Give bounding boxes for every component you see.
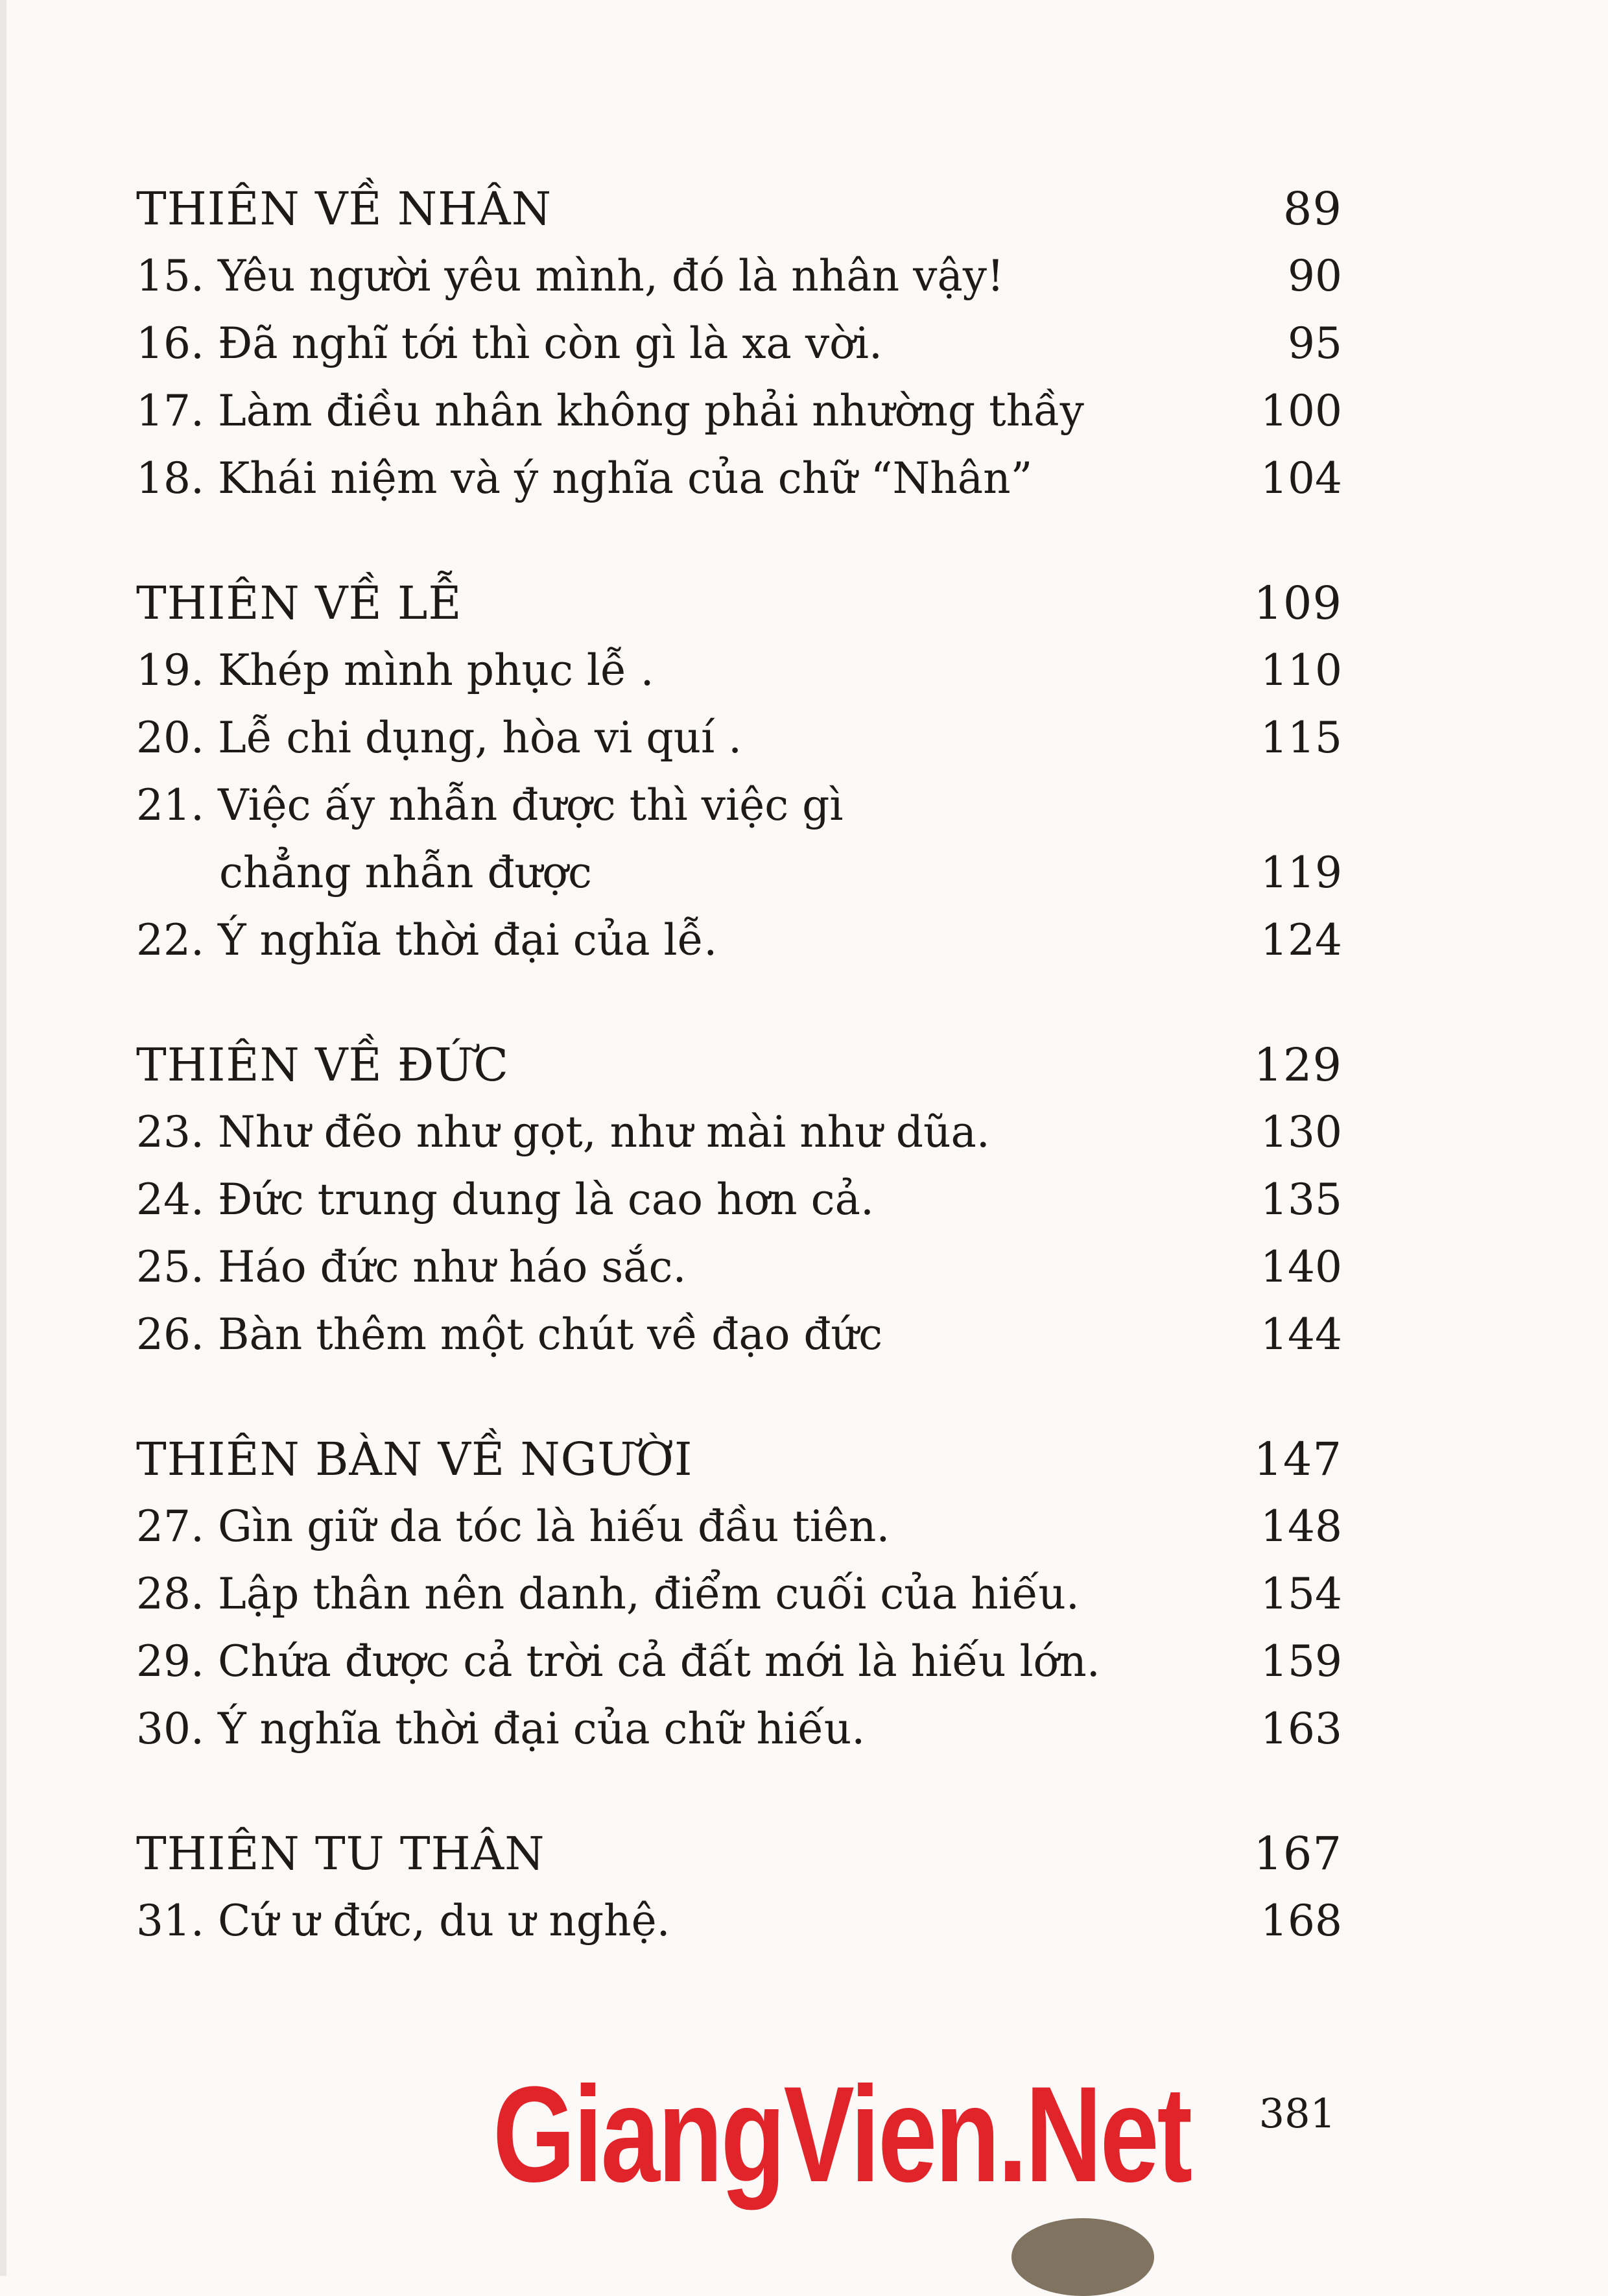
toc-entry bbox=[136, 637, 1342, 704]
section-page: 109 bbox=[1253, 577, 1342, 630]
section-title: THIÊN TU THÂN bbox=[136, 1827, 545, 1880]
section-page: 129 bbox=[1253, 1038, 1342, 1092]
entry-page: 159 bbox=[1260, 1636, 1342, 1686]
toc-section bbox=[136, 1820, 1342, 1955]
toc-entry bbox=[136, 1099, 1342, 1166]
page-number: 381 bbox=[1259, 2090, 1336, 2137]
section-heading bbox=[136, 1426, 1342, 1493]
entry-page: 90 bbox=[1288, 251, 1342, 301]
entry-page: 168 bbox=[1260, 1896, 1342, 1946]
entry-title: 29. Chứa được cả trời cả đất mới là hiếu lớn. bbox=[136, 1636, 1100, 1686]
toc-entry bbox=[136, 1695, 1342, 1763]
entry-title: 19. Khép mình phục lễ . bbox=[136, 645, 654, 695]
table-of-contents bbox=[136, 175, 1342, 2012]
entry-page: 104 bbox=[1260, 453, 1342, 503]
toc-entry bbox=[136, 907, 1342, 974]
toc-entry bbox=[136, 772, 1342, 907]
entry-page: 154 bbox=[1260, 1569, 1342, 1619]
page-edge bbox=[0, 0, 6, 2276]
toc-section bbox=[136, 1031, 1342, 1369]
entry-page: 115 bbox=[1260, 713, 1342, 763]
watermark: GiangVien.Net bbox=[493, 2058, 1190, 2210]
entry-page: 130 bbox=[1260, 1107, 1342, 1157]
entry-title: 23. Như đẽo như gọt, như mài như dũa. bbox=[136, 1107, 990, 1157]
entry-title: 21. Việc ấy nhẫn được thì việc gì bbox=[136, 780, 844, 830]
entry-title: 20. Lễ chi dụng, hòa vi quí . bbox=[136, 713, 742, 763]
toc-entry bbox=[136, 310, 1342, 377]
entry-title: 30. Ý nghĩa thời đại của chữ hiếu. bbox=[136, 1704, 866, 1754]
section-page: 167 bbox=[1253, 1827, 1342, 1880]
entry-title: 26. Bàn thêm một chút về đạo đức bbox=[136, 1309, 883, 1359]
entry-title: 31. Cứ ư đức, du ư nghệ. bbox=[136, 1896, 670, 1946]
toc-section bbox=[136, 175, 1342, 512]
entry-title: 27. Gìn giữ da tóc là hiếu đầu tiên. bbox=[136, 1501, 890, 1551]
entry-page: 135 bbox=[1260, 1175, 1342, 1225]
entry-title: 22. Ý nghĩa thời đại của lễ. bbox=[136, 915, 718, 965]
entry-page: 148 bbox=[1260, 1501, 1342, 1551]
section-heading bbox=[136, 175, 1342, 243]
toc-entry bbox=[136, 1887, 1342, 1955]
toc-entry bbox=[136, 1493, 1342, 1561]
entry-title: 16. Đã nghĩ tới thì còn gì là xa vời. bbox=[136, 318, 882, 368]
entry-title: 18. Khái niệm và ý nghĩa của chữ “Nhân” bbox=[136, 453, 1033, 503]
section-heading bbox=[136, 1031, 1342, 1099]
entry-page: 95 bbox=[1288, 318, 1342, 368]
entry-title: 24. Đức trung dung là cao hơn cả. bbox=[136, 1175, 874, 1225]
entry-title-continued: chẳng nhẫn được bbox=[219, 848, 592, 898]
toc-section bbox=[136, 1426, 1342, 1763]
toc-entry bbox=[136, 1561, 1342, 1628]
section-heading bbox=[136, 569, 1342, 637]
toc-entry bbox=[136, 1234, 1342, 1301]
entry-title: 28. Lập thân nên danh, điểm cuối của hiếu. bbox=[136, 1569, 1080, 1619]
section-page: 147 bbox=[1253, 1433, 1342, 1486]
entry-page: 124 bbox=[1260, 915, 1342, 965]
section-title: THIÊN VỀ LỄ bbox=[136, 577, 462, 630]
thumb-shadow bbox=[1011, 2218, 1154, 2296]
toc-entry bbox=[136, 445, 1342, 512]
entry-title-line2 bbox=[136, 839, 1342, 907]
entry-title: 17. Làm điều nhân không phải nhường thầy bbox=[136, 386, 1084, 436]
entry-page: 110 bbox=[1260, 645, 1342, 695]
toc-entry bbox=[136, 377, 1342, 445]
entry-page: 144 bbox=[1260, 1309, 1342, 1359]
toc-entry bbox=[136, 243, 1342, 310]
section-page: 89 bbox=[1283, 182, 1342, 235]
toc-section bbox=[136, 569, 1342, 974]
entry-page: 100 bbox=[1260, 386, 1342, 436]
section-title: THIÊN VỀ NHÂN bbox=[136, 182, 552, 235]
entry-title: 25. Háo đức như háo sắc. bbox=[136, 1242, 687, 1292]
entry-page: 140 bbox=[1260, 1242, 1342, 1292]
toc-entry bbox=[136, 704, 1342, 772]
toc-entry bbox=[136, 1301, 1342, 1369]
toc-entry bbox=[136, 1166, 1342, 1234]
section-title: THIÊN BÀN VỀ NGƯỜI bbox=[136, 1433, 693, 1486]
entry-title: 15. Yêu người yêu mình, đó là nhân vậy! bbox=[136, 251, 1004, 301]
section-title: THIÊN VỀ ĐỨC bbox=[136, 1038, 509, 1092]
entry-page: 119 bbox=[1260, 848, 1342, 898]
entry-page: 163 bbox=[1260, 1704, 1342, 1754]
entry-title-line1 bbox=[136, 772, 1342, 839]
section-heading bbox=[136, 1820, 1342, 1887]
toc-entry bbox=[136, 1628, 1342, 1695]
